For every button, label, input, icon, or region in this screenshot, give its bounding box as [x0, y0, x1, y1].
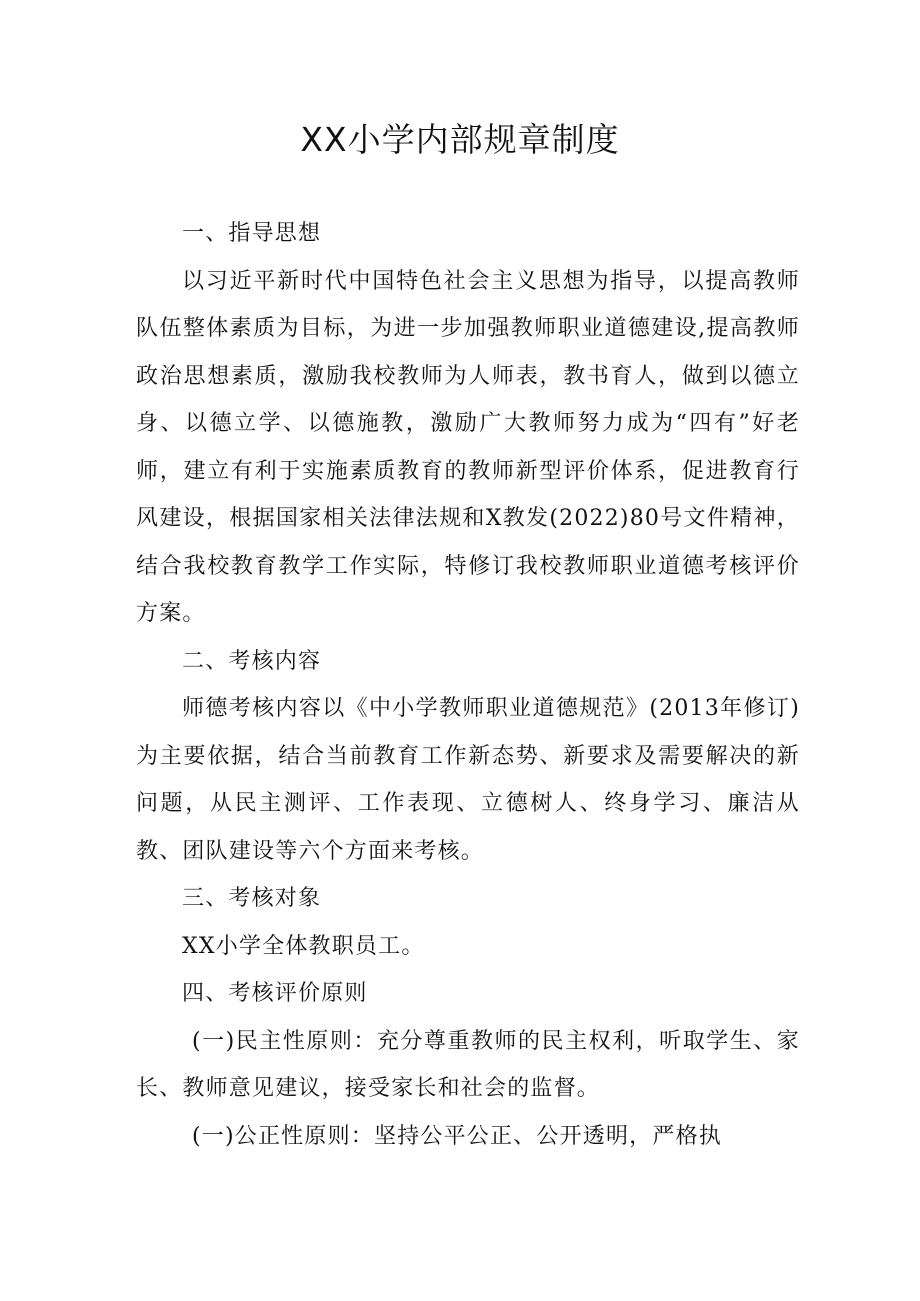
principle-item-fairness: (一)公正性原则：坚持公平公正、公开透明，严格执 — [192, 1123, 722, 1149]
paragraph-guiding-ideology: 以习近平新时代中国特色社会主义思想为指导，以提高教师队伍整体素质为目标，为进一步加强教师职业道德建设,提高教师政治思想素质，激励我校教师为人师表，教书育人，做到以德立身、以德立学、以德施教，激励广大教师努力成为“四有”好老师，建立有利于实施素质教育的教师新型评价体系，促进教育行风建设，根据国家相关法律法规和X教发(2022)80号文件精神，结合我校教育教学工作实际，特修订我校教师职业道德考核评价方案。 — [136, 268, 800, 626]
document-body — [136, 210, 800, 1160]
section-heading-assessment-content: 二、考核内容 — [182, 648, 322, 674]
document-title: XX小学内部规章制度 — [300, 120, 620, 159]
principle-item-democracy: (一)民主性原则：充分尊重教师的民主权利，听取学生、家长、教师意见建议，接受家长和社会的监督。 — [136, 1028, 800, 1101]
paragraph-assessment-target: XX小学全体教职员工。 — [182, 933, 425, 959]
section-heading-evaluation-principles: 四、考核评价原则 — [182, 981, 368, 1006]
paragraph-assessment-content: 师德考核内容以《中小学教师职业道德规范》(2013年修订)为主要依据，结合当前教育工作新态势、新要求及需要解决的新问题，从民主测评、工作表现、立德树人、终身学习、廉洁从教、团队建设等六个方面来考核。 — [136, 696, 800, 864]
section-heading-assessment-target: 三、考核对象 — [182, 886, 322, 911]
section-heading-guiding-ideology: 一、指导思想 — [182, 221, 322, 246]
